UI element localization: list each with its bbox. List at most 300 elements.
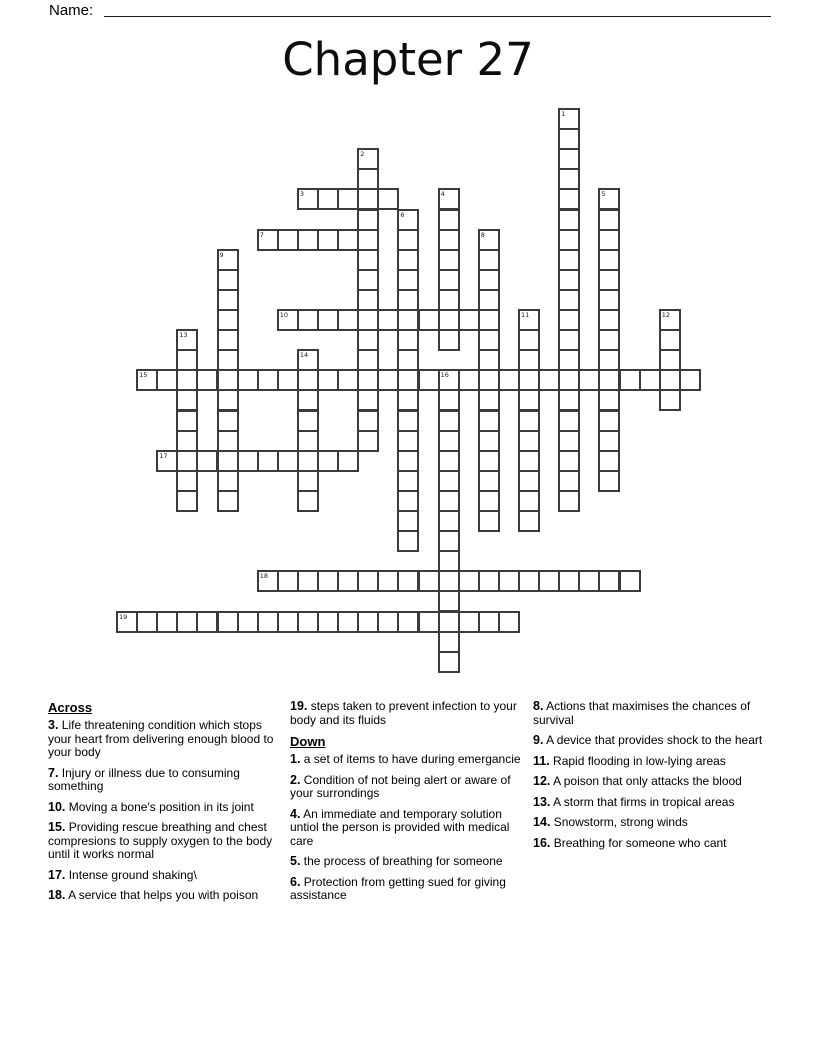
grid-cell[interactable] [518, 329, 540, 351]
grid-cell[interactable] [458, 570, 480, 592]
grid-cell[interactable] [176, 490, 198, 512]
grid-cell[interactable] [357, 369, 379, 391]
grid-cell[interactable] [598, 229, 620, 251]
grid-cell[interactable] [578, 570, 600, 592]
grid-cell[interactable] [478, 269, 500, 291]
grid-cell[interactable] [659, 309, 681, 331]
grid-cell[interactable] [598, 450, 620, 472]
grid-cell[interactable] [397, 490, 419, 512]
grid-cell[interactable] [478, 249, 500, 271]
grid-cell[interactable] [397, 389, 419, 411]
grid-cell[interactable] [337, 188, 359, 210]
clue-number: 16. [533, 835, 551, 850]
grid-cell[interactable] [558, 470, 580, 492]
grid-cell[interactable] [538, 570, 560, 592]
grid-cell[interactable] [377, 611, 399, 633]
grid-cell[interactable] [357, 349, 379, 371]
grid-cell[interactable] [257, 450, 279, 472]
clue-18 [48, 889, 276, 903]
grid-cell[interactable] [558, 289, 580, 311]
grid-cell[interactable] [518, 369, 540, 391]
grid-cell[interactable] [438, 389, 460, 411]
grid-cell[interactable] [659, 349, 681, 371]
grid-cell[interactable] [558, 168, 580, 190]
grid-cell[interactable] [217, 249, 239, 271]
grid-cell[interactable] [478, 570, 500, 592]
grid-cell[interactable] [116, 611, 138, 633]
grid-cell[interactable] [297, 490, 319, 512]
clue-14 [533, 816, 773, 830]
grid-cell[interactable] [438, 269, 460, 291]
grid-cell[interactable] [558, 329, 580, 351]
clue-text: Life threatening condition which stops your heart from delivering enough blood to your body [48, 718, 274, 759]
grid-cell[interactable] [397, 570, 419, 592]
grid-cell[interactable] [679, 369, 701, 391]
grid-cell[interactable] [598, 470, 620, 492]
grid-cell[interactable] [397, 329, 419, 351]
grid-cell[interactable] [418, 309, 440, 331]
clue-16 [533, 837, 773, 851]
grid-cell[interactable] [418, 570, 440, 592]
grid-cell[interactable] [277, 611, 299, 633]
clue-10 [48, 801, 276, 815]
grid-cell[interactable] [237, 450, 259, 472]
grid-cell[interactable] [317, 450, 339, 472]
cell-number: 19 [119, 612, 128, 621]
grid-cell[interactable] [518, 349, 540, 371]
grid-cell[interactable] [438, 590, 460, 612]
grid-cell[interactable] [438, 450, 460, 472]
grid-cell[interactable] [397, 470, 419, 492]
grid-cell[interactable] [337, 570, 359, 592]
grid-cell[interactable] [357, 209, 379, 231]
grid-cell[interactable] [558, 209, 580, 231]
clues-down-heading: Down [290, 734, 326, 749]
grid-cell[interactable] [176, 470, 198, 492]
clue-15 [48, 821, 276, 862]
grid-cell[interactable] [217, 309, 239, 331]
grid-cell[interactable] [558, 188, 580, 210]
clue-number: 17. [48, 867, 66, 882]
grid-cell[interactable] [176, 450, 198, 472]
grid-cell[interactable] [357, 188, 379, 210]
grid-cell[interactable] [518, 570, 540, 592]
grid-cell[interactable] [337, 369, 359, 391]
grid-cell[interactable] [558, 430, 580, 452]
grid-cell[interactable] [136, 611, 158, 633]
grid-cell[interactable] [438, 470, 460, 492]
clue-11 [533, 755, 773, 769]
grid-cell[interactable] [397, 209, 419, 231]
grid-cell[interactable] [217, 389, 239, 411]
grid-cell[interactable] [659, 329, 681, 351]
grid-cell[interactable] [518, 470, 540, 492]
grid-cell[interactable] [558, 108, 580, 130]
cell-number: 4 [440, 190, 445, 199]
grid-cell[interactable] [478, 510, 500, 532]
grid-cell[interactable] [598, 410, 620, 432]
clue-text: An immediate and temporary solution untiol the person is provided with medical care [290, 806, 510, 848]
grid-cell[interactable] [297, 430, 319, 452]
clue-number: 9. [533, 733, 544, 747]
grid-cell[interactable] [397, 430, 419, 452]
grid-cell[interactable] [438, 329, 460, 351]
grid-cell[interactable] [217, 329, 239, 351]
grid-cell[interactable] [357, 570, 379, 592]
grid-cell[interactable] [558, 229, 580, 251]
grid-cell[interactable] [237, 369, 259, 391]
grid-cell[interactable] [498, 570, 520, 592]
grid-cell[interactable] [558, 128, 580, 150]
clue-number: 14. [533, 815, 551, 829]
grid-cell[interactable] [558, 369, 580, 391]
grid-cell[interactable] [297, 349, 319, 371]
grid-cell[interactable] [598, 369, 620, 391]
clue-number: 4. [290, 806, 301, 821]
grid-cell[interactable] [297, 470, 319, 492]
grid-cell[interactable] [196, 450, 218, 472]
grid-cell[interactable] [397, 269, 419, 291]
grid-cell[interactable] [217, 611, 239, 633]
grid-cell[interactable] [518, 510, 540, 532]
grid-cell[interactable] [257, 611, 279, 633]
grid-cell[interactable] [518, 430, 540, 452]
clue-number: 3. [48, 718, 59, 732]
grid-cell[interactable] [598, 289, 620, 311]
grid-cell[interactable] [558, 410, 580, 432]
grid-cell[interactable] [357, 309, 379, 331]
grid-cell[interactable] [518, 389, 540, 411]
grid-cell[interactable] [438, 490, 460, 512]
cell-number: 1 [561, 110, 566, 118]
grid-cell[interactable] [478, 450, 500, 472]
grid-cell[interactable] [558, 450, 580, 472]
grid-cell[interactable] [257, 369, 279, 391]
cell-number: 8 [480, 230, 485, 239]
clue-text: A storm that firms in tropical areas [550, 794, 735, 809]
grid-cell[interactable] [478, 611, 500, 633]
clue-8 [533, 700, 773, 727]
grid-cell[interactable] [297, 450, 319, 472]
grid-cell[interactable] [217, 450, 239, 472]
grid-cell[interactable] [176, 349, 198, 371]
clue-text: A poison that only attacks the blood [550, 774, 742, 788]
clue-text: Moving a bone's position in its joint [65, 799, 254, 814]
grid-cell[interactable] [317, 369, 339, 391]
grid-cell[interactable] [458, 309, 480, 331]
grid-cell[interactable] [558, 349, 580, 371]
page-title: Chapter 27 [282, 33, 534, 86]
grid-cell[interactable] [176, 611, 198, 633]
grid-cell[interactable] [458, 369, 480, 391]
cell-number: 13 [179, 331, 188, 340]
grid-cell[interactable] [357, 389, 379, 411]
grid-cell[interactable] [438, 410, 460, 432]
grid-cell[interactable] [297, 410, 319, 432]
grid-cell[interactable] [297, 570, 319, 592]
grid-cell[interactable] [136, 369, 158, 391]
grid-cell[interactable] [277, 369, 299, 391]
cell-number: 10 [279, 311, 289, 319]
grid-cell[interactable] [156, 450, 178, 472]
cell-number: 16 [440, 371, 449, 380]
grid-cell[interactable] [418, 369, 440, 391]
grid-cell[interactable] [357, 430, 379, 452]
grid-cell[interactable] [357, 289, 379, 311]
clue-number: 10. [48, 799, 66, 814]
grid-cell[interactable] [478, 410, 500, 432]
grid-cell[interactable] [518, 490, 540, 512]
grid-cell[interactable] [237, 611, 259, 633]
grid-cell[interactable] [518, 450, 540, 472]
grid-cell[interactable] [438, 611, 460, 633]
clue-7 [48, 767, 276, 794]
grid-cell[interactable] [598, 309, 620, 331]
cell-number: 7 [259, 230, 264, 239]
clue-text: Providing rescue breathing and chest compresions to supply oxygen to the body until it works normal [48, 820, 273, 861]
grid-cell[interactable] [598, 188, 620, 210]
grid-cell[interactable] [458, 611, 480, 633]
grid-cell[interactable] [337, 309, 359, 331]
clue-text: Rapid flooding in low-lying areas [549, 753, 726, 768]
grid-cell[interactable] [357, 269, 379, 291]
grid-cell[interactable] [277, 570, 299, 592]
clue-text: Breathing for someone who cant [550, 835, 727, 850]
grid-cell[interactable] [317, 309, 339, 331]
grid-cell[interactable] [176, 410, 198, 432]
grid-cell[interactable] [156, 369, 178, 391]
clue-text: Snowstorm, strong winds [550, 815, 688, 829]
grid-cell[interactable] [217, 349, 239, 371]
grid-cell[interactable] [337, 450, 359, 472]
grid-cell[interactable] [217, 369, 239, 391]
grid-cell[interactable] [297, 611, 319, 633]
grid-cell[interactable] [156, 611, 178, 633]
grid-cell[interactable] [397, 530, 419, 552]
clue-4 [290, 808, 530, 849]
grid-cell[interactable] [598, 349, 620, 371]
clue-number: 8. [533, 699, 544, 713]
cell-number: 6 [400, 210, 405, 219]
grid-cell[interactable] [438, 510, 460, 532]
grid-cell[interactable] [418, 611, 440, 633]
grid-cell[interactable] [478, 389, 500, 411]
clue-number: 13. [533, 794, 551, 809]
grid-cell[interactable] [438, 188, 460, 210]
grid-cell[interactable] [578, 369, 600, 391]
grid-cell[interactable] [397, 369, 419, 391]
grid-cell[interactable] [257, 229, 279, 251]
grid-cell[interactable] [357, 611, 379, 633]
clue-number: 15. [48, 820, 66, 834]
grid-cell[interactable] [196, 611, 218, 633]
grid-cell[interactable] [196, 369, 218, 391]
grid-cell[interactable] [598, 570, 620, 592]
grid-cell[interactable] [357, 229, 379, 251]
clue-text: A service that helps you with poison [65, 888, 259, 902]
grid-cell[interactable] [558, 309, 580, 331]
grid-cell[interactable] [257, 570, 279, 592]
grid-cell[interactable] [438, 550, 460, 572]
grid-cell[interactable] [478, 490, 500, 512]
grid-cell[interactable] [619, 570, 641, 592]
clue-number: 19. [290, 699, 308, 713]
grid-cell[interactable] [397, 309, 419, 331]
grid-cell[interactable] [478, 289, 500, 311]
clue-number: 18. [48, 888, 66, 902]
grid-cell[interactable] [397, 450, 419, 472]
grid-cell[interactable] [217, 430, 239, 452]
grid-cell[interactable] [337, 611, 359, 633]
grid-cell[interactable] [558, 148, 580, 170]
grid-cell[interactable] [438, 249, 460, 271]
grid-cell[interactable] [598, 269, 620, 291]
grid-cell[interactable] [438, 309, 460, 331]
grid-cell[interactable] [297, 389, 319, 411]
grid-cell[interactable] [478, 229, 500, 251]
grid-cell[interactable] [176, 329, 198, 351]
grid-cell[interactable] [277, 450, 299, 472]
grid-cell[interactable] [478, 470, 500, 492]
grid-cell[interactable] [277, 309, 299, 331]
clue-number: 5. [290, 854, 301, 868]
clue-text: A device that provides shock to the heart [543, 733, 763, 747]
grid-cell[interactable] [598, 209, 620, 231]
grid-cell[interactable] [176, 430, 198, 452]
grid-cell[interactable] [397, 611, 419, 633]
grid-cell[interactable] [317, 229, 339, 251]
grid-cell[interactable] [397, 289, 419, 311]
grid-cell[interactable] [438, 651, 460, 673]
grid-cell[interactable] [598, 389, 620, 411]
grid-cell[interactable] [558, 269, 580, 291]
clue-19 [290, 700, 530, 727]
clue-column-3 [533, 700, 773, 857]
clue-column-1 [48, 700, 276, 910]
grid-cell[interactable] [438, 369, 460, 391]
grid-cell[interactable] [357, 168, 379, 190]
grid-cell[interactable] [538, 369, 560, 391]
clue-text: Protection from getting sued for giving assistance [290, 874, 506, 902]
clue-number: 2. [290, 772, 301, 787]
grid-cell[interactable] [498, 369, 520, 391]
grid-cell[interactable] [217, 490, 239, 512]
cell-number: 17 [159, 451, 168, 460]
clue-number: 7. [48, 765, 59, 780]
grid-cell[interactable] [478, 309, 500, 331]
grid-cell[interactable] [217, 269, 239, 291]
cell-number: 11 [521, 311, 530, 319]
clues-across-heading: Across [48, 700, 93, 715]
cell-number: 12 [661, 311, 670, 319]
clue-text: Condition of not being alert or aware of your surrondings [290, 772, 511, 800]
grid-cell[interactable] [176, 389, 198, 411]
name-label: Name: [49, 2, 94, 19]
grid-cell[interactable] [598, 430, 620, 452]
grid-cell[interactable] [297, 188, 319, 210]
clue-17 [48, 869, 276, 883]
grid-cell[interactable] [397, 410, 419, 432]
grid-cell[interactable] [377, 188, 399, 210]
grid-cell[interactable] [397, 249, 419, 271]
grid-cell[interactable] [217, 410, 239, 432]
grid-cell[interactable] [317, 611, 339, 633]
grid-cell[interactable] [297, 229, 319, 251]
grid-cell[interactable] [357, 249, 379, 271]
grid-cell[interactable] [619, 369, 641, 391]
grid-cell[interactable] [438, 229, 460, 251]
grid-cell[interactable] [397, 510, 419, 532]
clue-text: Intense ground shaking\ [65, 867, 197, 882]
clue-text: steps taken to prevent infection to your body and its fluids [290, 699, 517, 727]
grid-cell[interactable] [659, 389, 681, 411]
grid-cell[interactable] [518, 309, 540, 331]
grid-cell[interactable] [558, 389, 580, 411]
grid-cell[interactable] [558, 570, 580, 592]
grid-cell[interactable] [598, 329, 620, 351]
clue-number: 1. [290, 752, 301, 766]
clue-number: 12. [533, 774, 551, 788]
grid-cell[interactable] [317, 188, 339, 210]
grid-cell[interactable] [438, 631, 460, 653]
grid-cell[interactable] [297, 369, 319, 391]
cell-number: 18 [259, 572, 268, 581]
grid-cell[interactable] [659, 369, 681, 391]
grid-cell[interactable] [558, 490, 580, 512]
grid-cell[interactable] [478, 349, 500, 371]
grid-cell[interactable] [438, 430, 460, 452]
clue-9 [533, 734, 773, 748]
cell-number: 15 [139, 371, 148, 380]
grid-cell[interactable] [478, 329, 500, 351]
grid-cell[interactable] [217, 470, 239, 492]
grid-cell[interactable] [397, 229, 419, 251]
grid-cell[interactable] [438, 289, 460, 311]
grid-cell[interactable] [518, 410, 540, 432]
grid-cell[interactable] [217, 289, 239, 311]
grid-cell[interactable] [297, 309, 319, 331]
grid-cell[interactable] [558, 249, 580, 271]
grid-cell[interactable] [317, 570, 339, 592]
clue-1 [290, 753, 530, 767]
clue-2 [290, 774, 530, 801]
grid-cell[interactable] [639, 369, 661, 391]
clue-number: 6. [290, 874, 301, 889]
grid-cell[interactable] [478, 369, 500, 391]
grid-cell[interactable] [397, 349, 419, 371]
grid-cell[interactable] [438, 209, 460, 231]
clue-number: 11. [533, 753, 550, 768]
clue-column-2 [290, 700, 530, 910]
grid-cell[interactable] [438, 530, 460, 552]
grid-cell[interactable] [377, 570, 399, 592]
grid-cell[interactable] [337, 229, 359, 251]
grid-cell[interactable] [357, 410, 379, 432]
clue-13 [533, 796, 773, 810]
grid-cell[interactable] [377, 369, 399, 391]
grid-cell[interactable] [357, 148, 379, 170]
clue-12 [533, 775, 773, 789]
grid-cell[interactable] [277, 229, 299, 251]
grid-cell[interactable] [498, 611, 520, 633]
grid-cell[interactable] [377, 309, 399, 331]
grid-cell[interactable] [598, 249, 620, 271]
grid-cell[interactable] [176, 369, 198, 391]
grid-cell[interactable] [478, 430, 500, 452]
grid-cell[interactable] [357, 329, 379, 351]
clue-text: Actions that maximises the chances of survival [533, 699, 751, 727]
grid-cell[interactable] [438, 570, 460, 592]
